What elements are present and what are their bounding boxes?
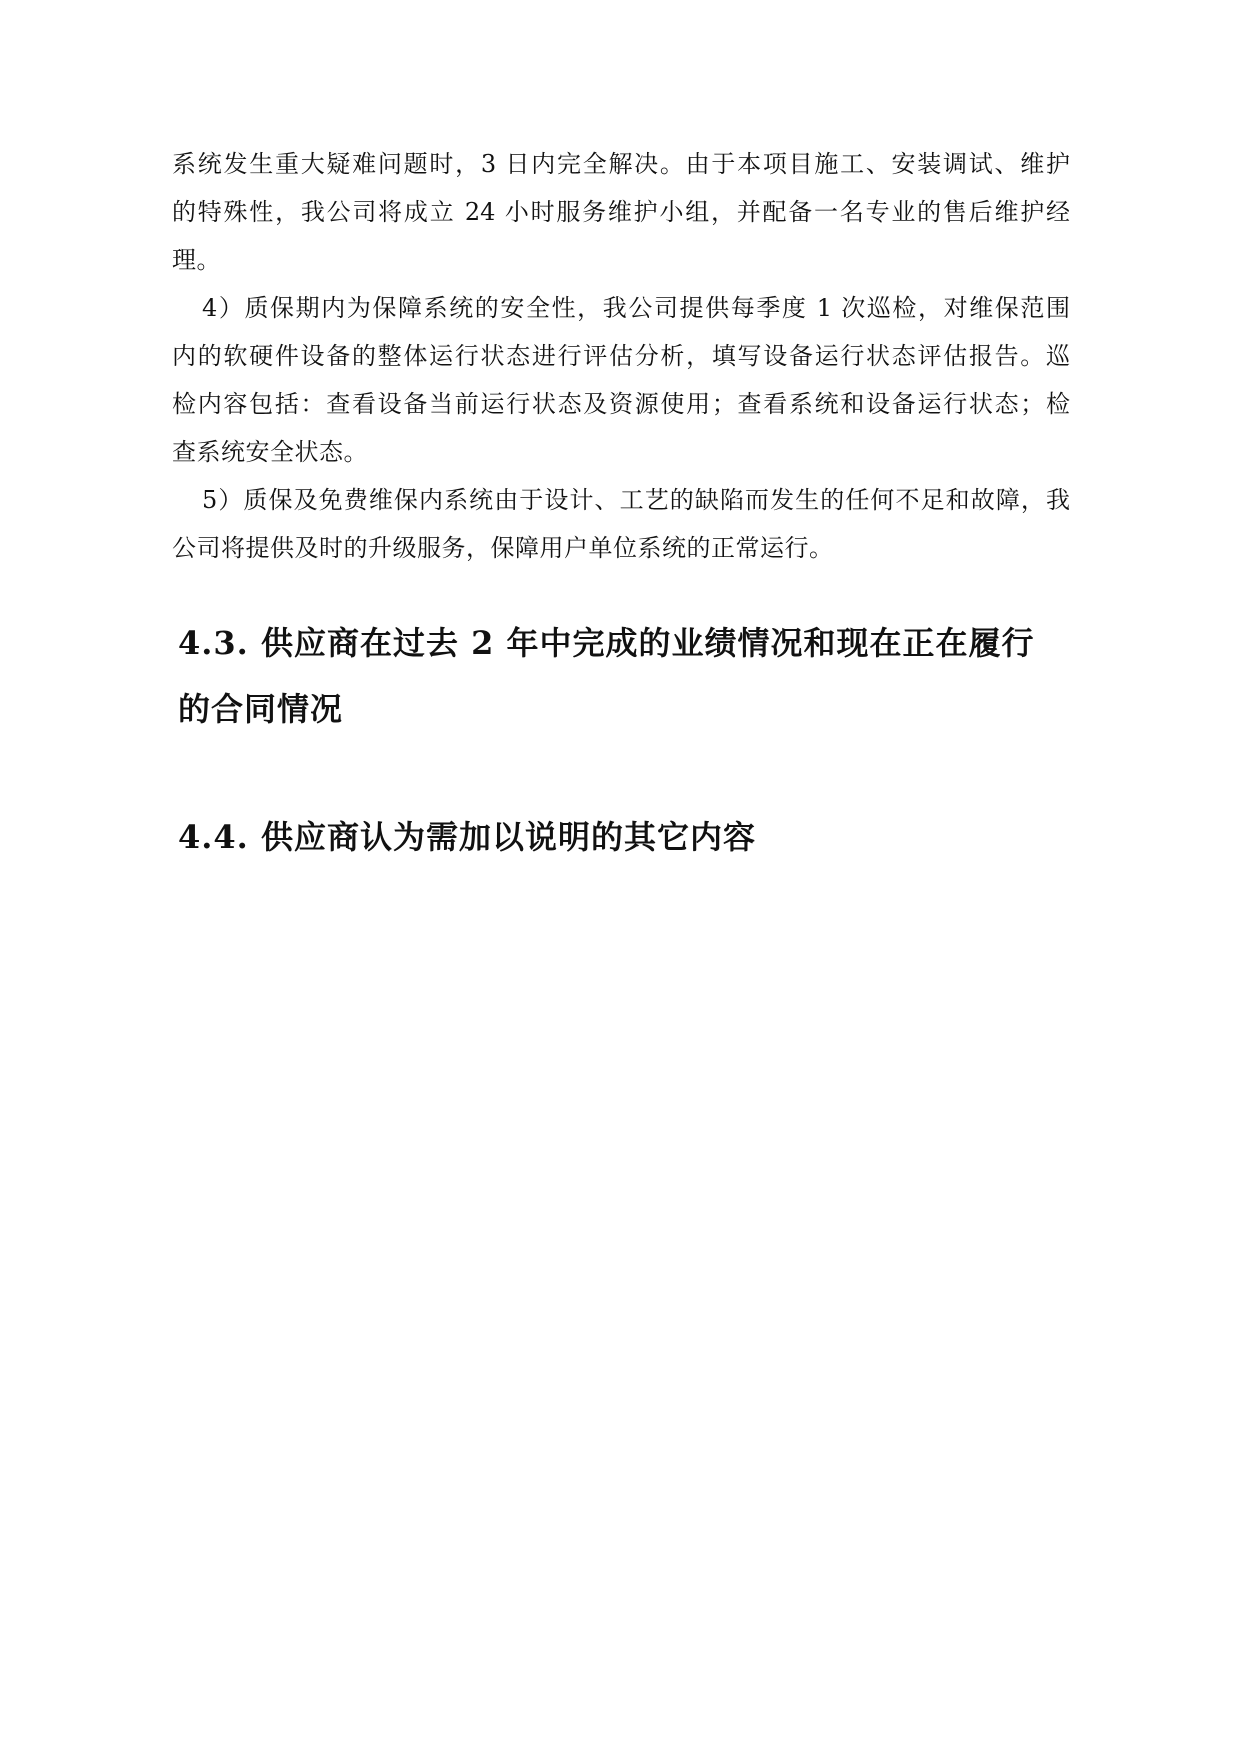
body-paragraphs <box>172 140 1070 572</box>
body-text-line: 检内容包括：查看设备当前运行状态及资源使用；查看系统和设备运行状态；检 <box>172 390 1070 418</box>
body-text-line: 查系统安全状态。 <box>172 438 368 466</box>
heading-line: 4.3. 供应商在过去 2 年中完成的业绩情况和现在正在履行 <box>178 624 1035 662</box>
body-text-line: 5）质保及免费维保内系统由于设计、工艺的缺陷而发生的任何不足和故障，我 <box>202 486 1070 514</box>
section-heading-4-3 <box>172 610 1070 742</box>
body-text-line: 4）质保期内为保障系统的安全性，我公司提供每季度 1 次巡检，对维保范围 <box>202 294 1070 322</box>
heading-line: 4.4. 供应商认为需加以说明的其它内容 <box>178 818 756 856</box>
body-text-line: 内的软硬件设备的整体运行状态进行评估分析，填写设备运行状态评估报告。巡 <box>172 342 1070 370</box>
body-text-line: 理。 <box>172 246 221 274</box>
body-text-line: 的特殊性，我公司将成立 24 小时服务维护小组，并配备一名专业的售后维护经 <box>172 198 1070 226</box>
heading-line: 的合同情况 <box>178 690 344 728</box>
page-content <box>0 0 1240 870</box>
body-text-line: 系统发生重大疑难问题时，3 日内完全解决。由于本项目施工、安装调试、维护 <box>172 150 1070 178</box>
body-text-line: 公司将提供及时的升级服务，保障用户单位系统的正常运行。 <box>172 534 834 562</box>
section-heading-4-4 <box>172 804 1070 870</box>
